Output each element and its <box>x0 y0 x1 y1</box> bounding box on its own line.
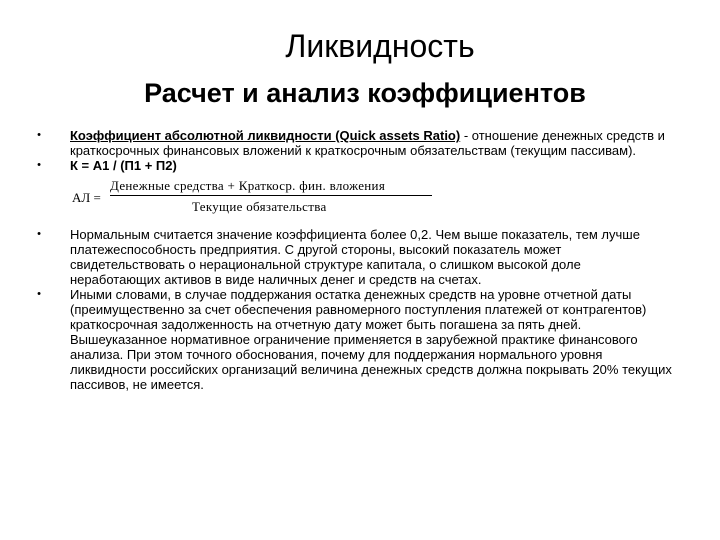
formula-block <box>70 173 674 227</box>
formula-numerator: Денежные средства + Краткоср. фин. вложения <box>110 178 386 193</box>
slide-title: Ликвидность <box>285 28 475 64</box>
bullet-dot-icon: • <box>37 129 41 141</box>
bullet-normal-value <box>34 227 674 287</box>
bullet-explanation <box>34 287 674 392</box>
bullet-definition <box>34 128 674 158</box>
formula-denominator: Текущие обязательства <box>192 199 327 214</box>
normal-value-text: Нормальным считается значение коэффициента более 0,2. Чем выше показатель, тем лучше платежеспособность предприятия. С другой стороны, высокий показатель может свидетельствовать о нерациональной структуре капитала, о слишком высокой доле неработающих активов в виде наличных денег и средств на счетах. <box>70 227 640 287</box>
bullet-list <box>34 128 674 392</box>
ratio-definition: - отношение денежных средств и краткосрочных финансовых вложений к краткосрочным обязательствам (текущим пассивам). <box>70 128 665 158</box>
slide-subtitle: Расчет и анализ коэффициентов <box>144 78 586 108</box>
bullet-dot-icon: • <box>37 288 41 300</box>
bullet-formula-short <box>34 158 674 173</box>
formula-short-text: К = А1 / (П1 + П2) <box>70 158 177 173</box>
bullet-dot-icon: • <box>37 228 41 240</box>
formula-fraction-line <box>110 195 432 196</box>
ratio-term: Коэффициент абсолютной ликвидности (Quick assets Ratio) <box>70 128 461 143</box>
bullet-dot-icon: • <box>37 159 41 171</box>
formula-lhs: АЛ = <box>72 190 101 205</box>
explanation-text: Иными словами, в случае поддержания остатка денежных средств на уровне отчетной даты (преимущественно за счет обеспечения равномерного поступления платежей от контрагентов) краткосрочная задолженность на отчетную дату может быть погашена за пять дней. Вышеуказанное нормативное ограничение применяется в зарубежной практике финансового анализа. При этом точного обоснования, почему для поддержания нормального уровня ликвидности российских организаций величина денежных средств должна покрывать 20% текущих пассивов, не имеется. <box>70 287 672 392</box>
